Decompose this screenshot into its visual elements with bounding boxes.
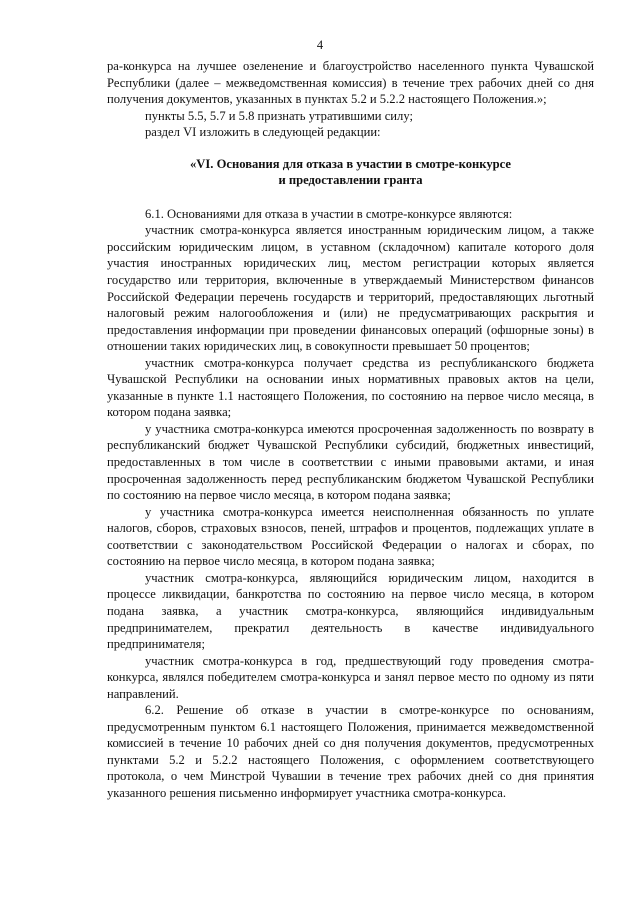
ground-previous-winner: участник смотра-конкурса в год, предшествующий году проведения смотра-конкурса, являлся победителем смотра-конкурса и занял первое место по одному из пяти направлений. xyxy=(107,653,594,701)
document-body xyxy=(107,58,594,802)
paragraph-6-1: 6.1. Основаниями для отказа в участии в смотре-конкурсе являются: xyxy=(145,206,513,221)
ground-budget-debt: у участника смотра-конкурса имеются просроченная задолженность по возврату в республиканский бюджет Чувашской Республики субсидий, бюджетных инвестиций, предоставленных в том числе в соответствии с иными правовыми актами, и иная просроченная задолженность перед республиканским бюджетом Чувашской Республики по состоянию на первое число месяца, в котором подана заявка; xyxy=(107,421,594,503)
intro-paragraph-repeal: пункты 5.5, 5.7 и 5.8 признать утратившими силу; xyxy=(145,108,413,123)
ground-tax-debt: у участника смотра-конкурса имеется неисполненная обязанность по уплате налогов, сборов, страховых взносов, пеней, штрафов и процентов, подлежащих уплате в соответствии с законодательством Российской Федерации о налогах и сборах, по состоянию на первое число месяца, в котором подана заявка; xyxy=(107,504,594,569)
intro-paragraph-section-rewrite: раздел VI изложить в следующей редакции: xyxy=(145,125,381,140)
section-title-line-2: и предоставлении гранта xyxy=(278,173,423,188)
page-number: 4 xyxy=(316,38,324,52)
section-title-line-1: «VI. Основания для отказа в участии в смотре-конкурсе xyxy=(189,156,512,171)
ground-other-funding: участник смотра-конкурса получает средства из республиканского бюджета Чувашской Республики на основании иных нормативных правовых актов на цели, указанные в пункте 1.1 настоящего Положения, по состоянию на первое число месяца, в котором подана заявка; xyxy=(107,355,594,420)
intro-paragraph-continuation: ра-конкурса на лучшее озеленение и благоустройство населенного пункта Чувашской Республики (далее – межведомственная комиссия) в течение трех рабочих дней со дня получения документов, указанных в пунктах 5.2 и 5.2.2 настоящего Положения.»; xyxy=(107,59,594,107)
ground-liquidation: участник смотра-конкурса, являющийся юридическим лицом, находится в процессе ликвидации, банкротства по состоянию на первое число месяца, в котором подана заявка, а участник смотра-конкурса, являющийся индивидуальным предпринимателем, прекратил деятельность в качестве индивидуального предпринимателя; xyxy=(107,570,594,652)
section-title xyxy=(107,156,594,189)
paragraph-6-2: 6.2. Решение об отказе в участии в смотре-конкурсе по основаниям, предусмотренным пунктом 6.1 настоящего Положения, принимается межведомственной комиссией в течение 10 рабочих дней со дня получения документов, предусмотренных пунктами 5.2 и 5.2.2 настоящего Положения, с оформлением соответствующего протокола, о чем Минстрой Чувашии в течение трех рабочих дней со дня принятия указанного решения письменно информирует участника смотра-конкурса. xyxy=(107,703,594,800)
ground-foreign-entity: участник смотра-конкурса является иностранным юридическим лицом, а также российским юридическим лицом, в уставном (складочном) капитале которого доля участия иностранных юридических лиц, местом регистрации которых является государство или территория, включенные в утверждаемый Министерством финансов Российской Федерации перечень государств и территорий, предоставляющих льготный налоговый режим налогообложения и (или) не предусматривающих раскрытия и предоставления информации при проведении финансовых операций (офшорные зоны) в отношении таких юридических лиц, в совокупности превышает 50 процентов; xyxy=(107,223,594,354)
